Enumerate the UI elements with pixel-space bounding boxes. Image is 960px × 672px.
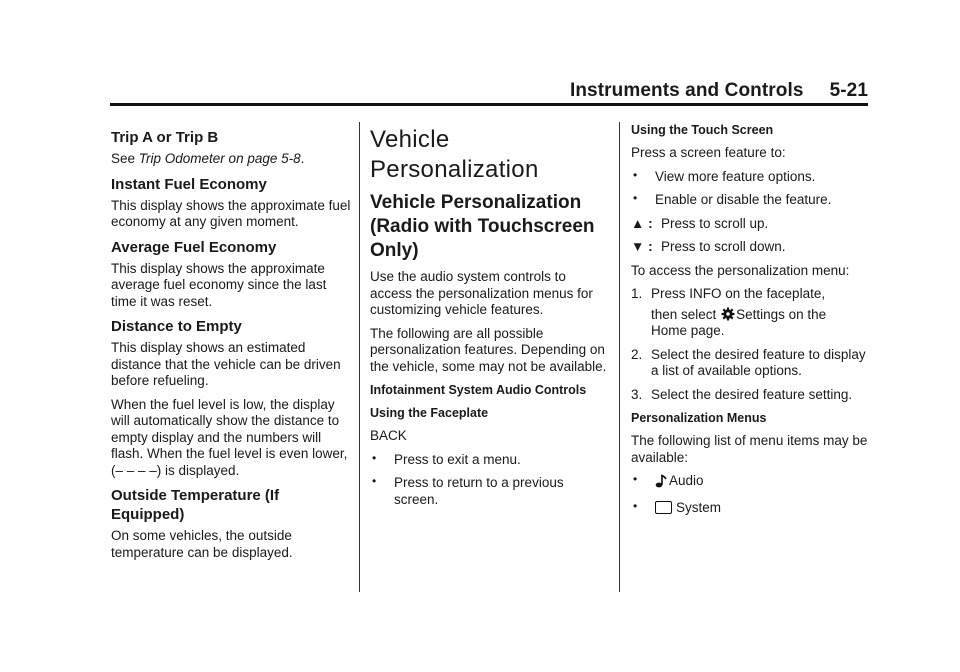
list-item: 3. Select the desired feature setting. xyxy=(631,386,853,402)
scroll-down-icon: ▼ : xyxy=(631,239,653,254)
section-title: Instruments and Controls xyxy=(569,80,804,101)
column-1 xyxy=(111,122,351,568)
distance-text-1: This display shows an estimated distance that the vehicle can be driven before refueling. xyxy=(111,340,341,388)
column-divider-1 xyxy=(359,122,360,592)
list-item: 2. Select the desired feature to display a list of available options. xyxy=(631,346,866,378)
subheading-controls: Infotainment System Audio Controls xyxy=(370,383,587,397)
outside-text: On some vehicles, the outside temperature can be displayed. xyxy=(111,528,293,560)
heading-average: Average Fuel Economy xyxy=(111,238,277,256)
column-divider-2 xyxy=(619,122,620,592)
intro-text: Use the audio system controls to access the personalization menus for customizing vehicle features. xyxy=(370,269,593,317)
heading-radio-touchscreen: Vehicle Personalization (Radio with Touchscreen Only) xyxy=(370,192,595,261)
list-item: 1. Press INFO on the faceplate, then select Settings on the Home page. xyxy=(631,286,827,338)
list-item: • System xyxy=(631,500,876,517)
heading-distance: Distance to Empty xyxy=(111,318,242,335)
subheading-faceplate: Using the Faceplate xyxy=(370,406,489,420)
column-2 xyxy=(370,122,610,515)
scroll-up-icon: ▲ : xyxy=(631,215,653,231)
instant-text: This display shows the approximate fuel economy at any given moment. xyxy=(111,197,351,229)
list-item: • Enable or disable the feature. xyxy=(631,192,876,209)
subheading-menus: Personalization Menus xyxy=(631,411,767,425)
display-box-icon xyxy=(655,501,672,514)
scroll-down-line: ▼ : Press to scroll down. xyxy=(631,239,786,254)
heading-trip: Trip A or Trip B xyxy=(111,129,219,146)
gear-icon xyxy=(721,307,735,321)
list-item: • Audio xyxy=(631,473,876,490)
heading-outside: Outside Temperature (If Equipped) xyxy=(111,487,280,523)
trip-odometer-link[interactable]: Trip Odometer on page 5-8 xyxy=(138,151,301,166)
column-3 xyxy=(631,122,876,523)
page-header xyxy=(570,80,868,102)
list-item: • Press to return to a previous screen. xyxy=(370,475,610,508)
access-text: To access the personalization menu: xyxy=(631,262,850,278)
back-label: BACK xyxy=(370,428,407,443)
list-item: • Press to exit a menu. xyxy=(370,452,610,469)
page-number: 5-21 xyxy=(829,80,868,101)
menus-text: The following list of menu items may be available: xyxy=(631,433,868,465)
list-item: • View more feature options. xyxy=(631,169,876,186)
average-text: This display shows the approximate average fuel economy since the last time it was reset. xyxy=(111,260,327,309)
scroll-up-line: ▲ : Press to scroll up. xyxy=(631,215,769,231)
heading-instant: Instant Fuel Economy xyxy=(111,175,267,193)
trip-see-text: See Trip Odometer on page 5-8. xyxy=(111,151,305,166)
music-note-icon xyxy=(655,474,667,488)
heading-vehicle-personalization: Vehicle Personalization xyxy=(370,126,539,183)
distance-text-2: When the fuel level is low, the display will automatically show the distance to empty display and the numbers will flash. When the fuel level is even lower, (– – – –) is displayed. xyxy=(111,396,348,478)
possible-text: The following are all possible personalization features. Depending on the vehicle, some may not be available. xyxy=(370,325,607,374)
press-text: Press a screen feature to: xyxy=(631,145,786,160)
header-rule xyxy=(110,103,868,106)
subheading-touch-screen: Using the Touch Screen xyxy=(631,123,774,137)
